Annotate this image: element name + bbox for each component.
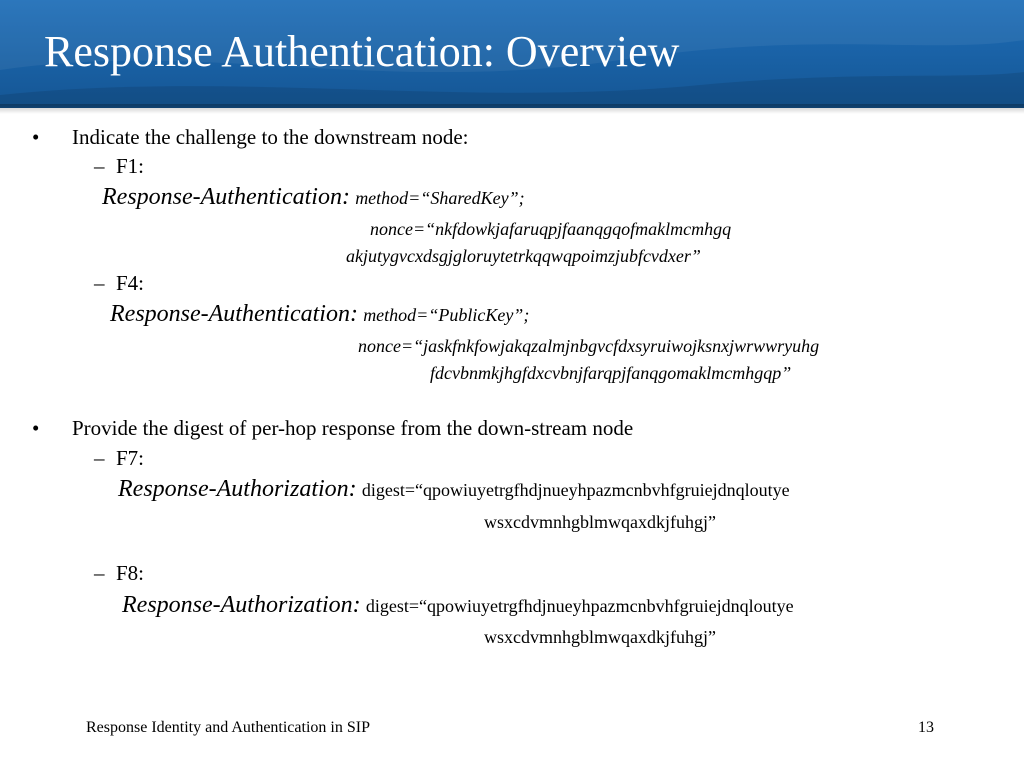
f4-nonce-line1: nonce=“jaskfnkfowjakqzalmjnbgvcfdxsyruiwojksnxjwrwwryuhg [358,336,820,356]
f7-digest-line1: digest=“qpowiuyetrgfhdjnueyhpazmcnbvhfgruiejdnqloutye [361,480,790,500]
bullet-marker: • [32,416,40,440]
sub-dash: – [94,561,105,585]
f8-digest-line2: wsxcdvmnhgblmwqaxdkjfuhgj” [484,627,716,647]
f8-header: Response-Authorization: [122,592,361,618]
f4-header-line [110,301,529,328]
f1-label: F1: [116,154,145,178]
f1-header-line [102,184,525,211]
page-number: 13 [918,719,934,736]
sub-dash: – [94,271,105,295]
f8-digest-line1: digest=“qpowiuyetrgfhdjnueyhpazmcnbvhfgruiejdnqloutye [365,596,794,616]
f1-header: Response-Authentication: [102,184,350,210]
banner-shadow [0,104,1024,114]
bullet-2-text: Provide the digest of per-hop response from the down-stream node [72,416,634,440]
f7-label: F7: [116,446,145,470]
slide-title: Response Authentication: Overview [44,27,680,76]
f7-header-line [118,476,790,503]
f8-header-line [122,592,794,619]
sub-dash: – [94,446,105,470]
f7-digest-line2: wsxcdvmnhgblmwqaxdkjfuhgj” [484,512,716,532]
f1-nonce-line2: akjutygvcxdsgjgloruytetrkqqwqpoimzjubfcvdxer” [346,246,701,266]
f8-label: F8: [116,561,145,585]
bullet-marker: • [32,125,40,149]
bullet-1-text: Indicate the challenge to the downstream node: [72,125,469,149]
footer-title: Response Identity and Authentication in SIP [86,719,370,736]
f4-nonce-line2: fdcvbnmkjhgfdxcvbnjfarqpjfanqgomaklmcmhgqp” [430,363,792,383]
f4-header: Response-Authentication: [110,301,358,327]
f1-nonce-line1: nonce=“nkfdowkjafaruqpjfaanqgqofmaklmcmhgq [370,219,732,239]
f1-method: method=“SharedKey”; [355,188,525,208]
f4-label: F4: [116,271,145,295]
f7-header: Response-Authorization: [118,476,357,502]
sub-dash: – [94,154,105,178]
title-banner [0,0,1024,108]
f4-method: method=“PublicKey”; [363,305,530,325]
